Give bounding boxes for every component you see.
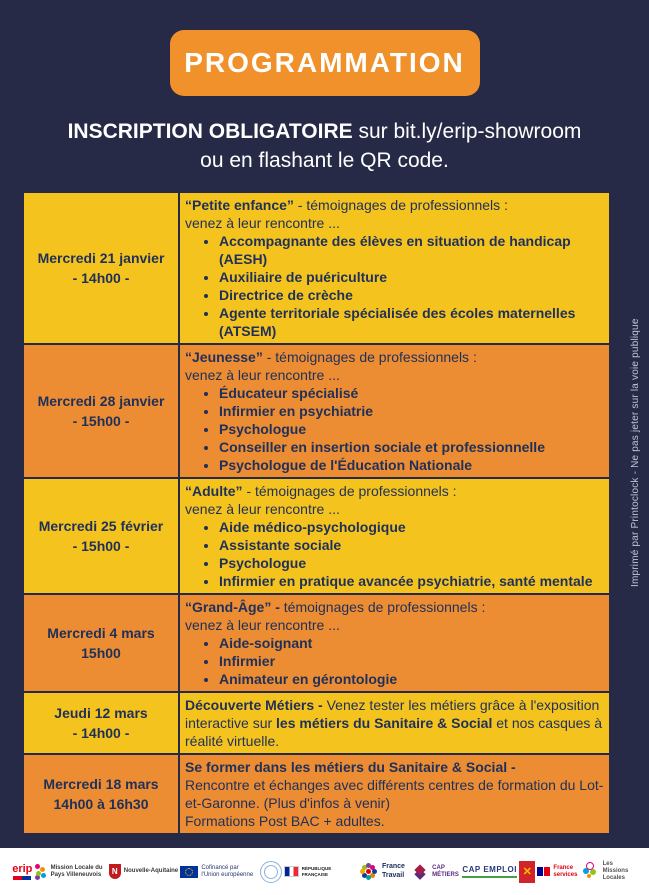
session-date-line: - 14h00 - bbox=[72, 270, 130, 286]
programmation-banner-label: PROGRAMMATION bbox=[184, 47, 465, 78]
profession-item: • Directrice de crèche bbox=[219, 286, 605, 304]
session-text: témoignages de professionnels : bbox=[279, 599, 486, 615]
session-text: venez à leur rencontre ... bbox=[185, 617, 340, 633]
session-text-line bbox=[185, 500, 605, 518]
logo-label: France services bbox=[553, 864, 578, 878]
logo-france-travail bbox=[360, 863, 414, 880]
session-text-line bbox=[185, 696, 605, 750]
profession-list bbox=[185, 384, 605, 474]
schedule-row bbox=[23, 594, 610, 692]
session-text: - témoignages de professionnels : bbox=[242, 483, 457, 499]
missions-locales-icon bbox=[586, 862, 594, 870]
logo-seal bbox=[260, 861, 282, 883]
session-text-line bbox=[185, 214, 605, 232]
schedule-body bbox=[23, 192, 610, 834]
logo-label: Cofinancé par l'Union européenne bbox=[201, 864, 254, 878]
session-text-line bbox=[185, 616, 605, 634]
programmation-banner bbox=[170, 30, 480, 96]
session-date-line: Mercredi 21 janvier bbox=[37, 250, 165, 266]
schedule-row bbox=[23, 344, 610, 478]
signup-url: bit.ly/erip-showroom bbox=[393, 120, 582, 143]
logo-mission-locale bbox=[35, 864, 107, 879]
logo-cap-emploi bbox=[462, 865, 517, 877]
session-text-line bbox=[185, 812, 605, 830]
logo-label: Mission Locale du Pays Villeneuvois bbox=[50, 864, 103, 878]
session-details bbox=[179, 754, 610, 834]
session-text-bold: “Jeunesse” bbox=[185, 349, 263, 365]
union-europeenne-icon bbox=[180, 866, 198, 878]
lot-et-garonne-icon: ✕ bbox=[519, 861, 535, 883]
session-text: - témoignages de professionnels : bbox=[262, 349, 477, 365]
logo-label: CAP MÉTIERS bbox=[432, 864, 459, 878]
inscription-bold: INSCRIPTION OBLIGATOIRE bbox=[67, 120, 353, 143]
logo-label: Nouvelle-Aquitaine bbox=[123, 868, 179, 875]
session-text: et nos casques à réalité virtuelle. bbox=[185, 715, 603, 749]
seal-icon bbox=[260, 861, 282, 883]
logo-republique-francaise bbox=[284, 866, 358, 877]
session-details bbox=[179, 594, 610, 692]
logo-label: France Travail bbox=[381, 863, 405, 879]
profession-item: • Accompagnante des élèves en situation de handicap (AESH) bbox=[219, 232, 605, 268]
session-date-line: 15h00 bbox=[81, 645, 121, 661]
profession-item: • Infirmier en psychiatrie bbox=[219, 402, 605, 420]
session-text-bold: Se former dans les métiers du Sanitaire & Social - bbox=[185, 759, 516, 775]
logo-erip bbox=[12, 863, 32, 881]
printer-side-note: Imprimé par Printoclock - Ne pas jeter sur la voie publique bbox=[630, 318, 641, 588]
session-text-line bbox=[185, 348, 605, 366]
session-date bbox=[23, 594, 179, 692]
schedule-table bbox=[22, 191, 611, 835]
inscription-text bbox=[0, 117, 649, 175]
profession-item: • Infirmier bbox=[219, 652, 605, 670]
profession-item: • Infirmier en pratique avancée psychiatrie, santé mentale bbox=[219, 572, 605, 590]
logo-label: erip bbox=[12, 862, 33, 875]
cap-metiers-icon bbox=[414, 864, 425, 875]
logo-union-europeenne bbox=[180, 865, 257, 879]
session-date-line: 14h00 à 16h30 bbox=[53, 796, 149, 812]
logo-label: Les Missions Locales bbox=[602, 861, 629, 881]
session-text: venez à leur rencontre ... bbox=[185, 215, 340, 231]
profession-item: • Aide médico-psychologique bbox=[219, 518, 605, 536]
logo-label: RÉPUBLIQUE FRANÇAISE bbox=[301, 866, 332, 877]
session-text: - témoignages de professionnels : bbox=[293, 197, 508, 213]
session-date-line: Mercredi 18 mars bbox=[43, 776, 159, 792]
session-date bbox=[23, 692, 179, 754]
session-text: venez à leur rencontre ... bbox=[185, 367, 340, 383]
profession-item: • Éducateur spécialisé bbox=[219, 384, 605, 402]
inscription-line1 bbox=[0, 117, 649, 146]
inscription-mid: sur bbox=[352, 120, 394, 143]
profession-item: • Aide-soignant bbox=[219, 634, 605, 652]
session-date bbox=[23, 754, 179, 834]
session-text: Venez tester les métiers grâce à l'exposition interactive sur bbox=[185, 697, 600, 731]
session-details bbox=[179, 192, 610, 344]
session-date-line: - 15h00 - bbox=[72, 538, 130, 554]
schedule-row bbox=[23, 692, 610, 754]
republique-francaise-icon bbox=[284, 866, 299, 877]
logo-france-services bbox=[537, 865, 583, 879]
schedule-row bbox=[23, 192, 610, 344]
profession-item: • Psychologue bbox=[219, 554, 605, 572]
logo-cap-metiers bbox=[416, 865, 460, 879]
schedule-row bbox=[23, 478, 610, 594]
session-text-line bbox=[185, 366, 605, 384]
session-date bbox=[23, 344, 179, 478]
profession-list bbox=[185, 518, 605, 590]
logo-lot-et-garonne bbox=[519, 861, 535, 883]
profession-item: • Animateur en gérontologie bbox=[219, 670, 605, 688]
session-text-bold: Découverte Métiers - bbox=[185, 697, 327, 713]
profession-item: • Auxiliaire de puériculture bbox=[219, 268, 605, 286]
session-text-line bbox=[185, 598, 605, 616]
session-text: Formations Post BAC + adultes. bbox=[185, 813, 385, 829]
profession-item: • Agente territoriale spécialisée des écoles maternelles (ATSEM) bbox=[219, 304, 605, 340]
nouvelle-aquitaine-icon: N bbox=[109, 864, 121, 879]
session-date-line: Mercredi 4 mars bbox=[47, 625, 155, 641]
mission-locale-icon bbox=[35, 864, 40, 869]
logo-nouvelle-aquitaine bbox=[109, 864, 178, 879]
session-text: Rencontre et échanges avec différents centres de formation du Lot-et-Garonne. (Plus d'infos à venir) bbox=[185, 777, 604, 811]
profession-item: • Psychologue bbox=[219, 420, 605, 438]
france-services-icon bbox=[537, 867, 550, 876]
session-date-line: Jeudi 12 mars bbox=[54, 705, 148, 721]
profession-item: • Assistante sociale bbox=[219, 536, 605, 554]
session-date bbox=[23, 478, 179, 594]
session-details bbox=[179, 692, 610, 754]
session-text-line bbox=[185, 196, 605, 214]
logo-missions-locales bbox=[586, 861, 637, 882]
session-text-bold: “Grand-Âge” - bbox=[185, 599, 280, 615]
session-text-bold: “Adulte” bbox=[185, 483, 243, 499]
session-text-line bbox=[185, 776, 605, 812]
session-date bbox=[23, 192, 179, 344]
profession-item: • Conseiller en insertion sociale et professionnelle bbox=[219, 438, 605, 456]
schedule-row bbox=[23, 754, 610, 834]
session-text: venez à leur rencontre ... bbox=[185, 501, 340, 517]
session-date-line: Mercredi 25 février bbox=[38, 518, 164, 534]
session-details bbox=[179, 478, 610, 594]
session-date-line: - 15h00 - bbox=[72, 413, 130, 429]
profession-item: • Psychologue de l'Éducation Nationale bbox=[219, 456, 605, 474]
session-text-bold: “Petite enfance” bbox=[185, 197, 294, 213]
profession-list bbox=[185, 634, 605, 688]
inscription-line2: ou en flashant le QR code. bbox=[200, 149, 449, 172]
session-date-line: Mercredi 28 janvier bbox=[37, 393, 165, 409]
session-text-bold: les métiers du Sanitaire & Social bbox=[276, 715, 493, 731]
france-travail-icon bbox=[366, 869, 371, 874]
session-date-line: - 14h00 - bbox=[72, 725, 130, 741]
session-details bbox=[179, 344, 610, 478]
footer-logo-strip bbox=[0, 848, 649, 895]
session-text-line bbox=[185, 482, 605, 500]
profession-list bbox=[185, 232, 605, 340]
session-text-line bbox=[185, 758, 605, 776]
logo-label: CAP EMPLOI bbox=[462, 865, 517, 877]
